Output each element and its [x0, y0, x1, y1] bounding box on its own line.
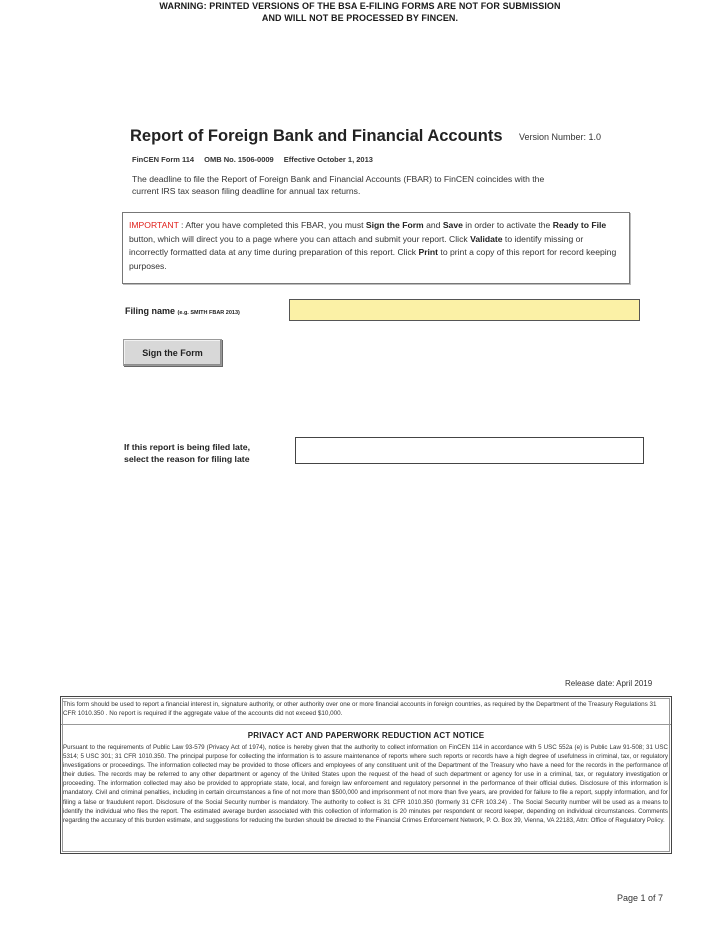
warning-line-2: AND WILL NOT BE PROCESSED BY FINCEN.	[261, 13, 459, 23]
privacy-act-body: Pursuant to the requirements of Public Law 93-579 (Privacy Act of 1974), notice is hereby given that the authority to collect information on FinCEN 114 in accordance with 5 USC 552a (e) is Public Law 91-508; 31 USC 5314; 5 USC 301; 31 CFR 1010.350. The principal purpose for collecting the information is to assure maintenance of reports where such reports or records have a high degree of usefulness in criminal, tax, or regulatory investigations or proceedings. The information collected may be provided to those officers and employees of any constituent unit of the Department of the Treasury who have a need for the records in the performance of their duties. The records may be referred to any other department or agency of the United States upon the request of the head of such department or agency for use in a criminal, tax, or regulatory investigation or proceeding. The information collected may also be provided to appropriate state, local, and foreign law enforcement and regulatory personnel in the performance of their official duties. Disclosure of this information is mandatory. Civil and criminal penalties, including in certain circumstances a fine of not more than $500,000 and imprisonment of not more than five years, are provided for failure to file a report, supply information, and for filing a false or fraudulent report. Disclosure of the Social Security number is mandatory. The authority to collect is 31 CFR 1010.350 (formerly 31 CFR 103.24) . The Social Security number will be used as a means to identify the individual who files the report. The estimated average burden associated with this collection of information is 20 minutes per respondent or record keeper, depending on individual circumstances. Comments regarding the accuracy of this burden estimate, and suggestions for reducing the burden should be directed to the Financial Crimes Enforcement Network, P. O. Box 39, Vienna, VA 22183, Attn: Office of Regulatory Policy.	[63, 744, 668, 824]
effective-date: Effective October 1, 2013	[283, 155, 373, 164]
warning-line-1: WARNING: PRINTED VERSIONS OF THE BSA E-FILING FORMS ARE NOT FOR SUBMISSION	[159, 1, 561, 11]
sign-form-button[interactable]: Sign the Form	[123, 339, 222, 366]
important-validate-text: Validate	[470, 233, 503, 244]
important-print-text: Print	[418, 247, 439, 257]
important-text: : After you have completed this FBAR, you must	[178, 220, 366, 230]
important-text: to identify missing or incorrectly formatted data at any time during preparation of this report. Click	[129, 233, 584, 257]
deadline-text: The deadline to file the Report of Foreign Bank and Financial Accounts (FBAR) to FinCEN coincides with the current IRS tax season filing deadline for annual tax returns.	[132, 174, 545, 196]
late-filing-reason-select[interactable]	[295, 437, 644, 464]
release-date: Release date: April 2019	[565, 679, 653, 688]
notice-divider	[61, 724, 671, 725]
form-number: FinCEN Form 114	[132, 155, 195, 164]
page-number: Page 1 of 7	[617, 893, 664, 903]
important-text: and	[423, 220, 443, 230]
page-title: Report of Foreign Bank and Financial Accounts	[130, 127, 503, 145]
filing-name-input[interactable]	[289, 299, 640, 321]
important-text: in order to activate the	[462, 220, 553, 230]
important-save-text: Save	[442, 220, 463, 230]
notice-reporting-text: This form should be used to report a financial interest in, signature authority, or other authority over one or more financial accounts in foreign countries, as required by the Department of the Treasury Regulations 31 CFR 1010.350 . No report is required if the aggregate value of the accounts did not exceed $10,000.	[63, 701, 657, 717]
omb-number: OMB No. 1506-0009	[204, 155, 274, 164]
submission-warning	[0, 0, 720, 24]
late-filing-label-line-2: select the reason for filing late	[124, 453, 250, 464]
important-notice	[122, 212, 630, 284]
filing-name-label-text: Filing name	[125, 306, 176, 316]
filing-name-label	[125, 306, 240, 316]
filing-name-hint: (e.g. SMITH FBAR 2013)	[177, 310, 240, 316]
important-text: button, which will direct you to a page where you can attach and submit your report. Click	[129, 233, 471, 244]
privacy-act-heading: PRIVACY ACT AND PAPERWORK REDUCTION ACT NOTICE	[247, 731, 485, 740]
version-number: Version Number: 1.0	[519, 132, 602, 142]
important-sign-text: Sign the Form	[365, 220, 424, 230]
late-filing-label-line-1: If this report is being filed late,	[124, 442, 250, 452]
form-meta	[132, 155, 383, 164]
important-label: IMPORTANT	[129, 220, 179, 230]
important-text: to print a copy of this report for record keeping purposes.	[129, 247, 617, 271]
late-filing-label	[124, 442, 250, 465]
important-ready-text: Ready to File	[552, 220, 607, 230]
